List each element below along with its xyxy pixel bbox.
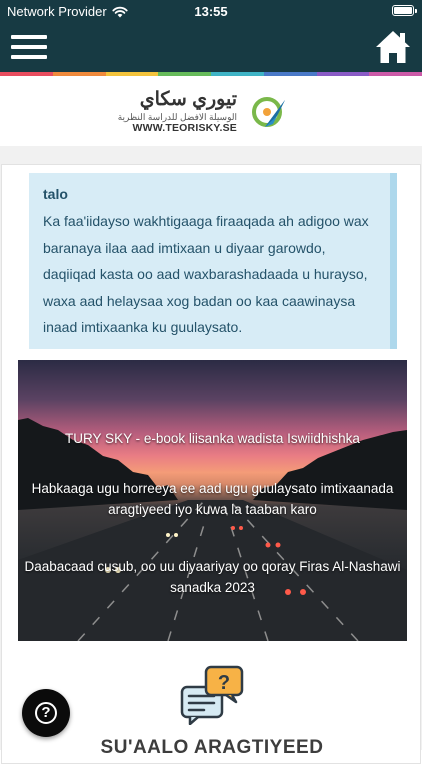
- logo-subtitle: الوسيلة الافضل للدراسة النظرية: [117, 112, 237, 122]
- ebook-banner[interactable]: [18, 360, 407, 641]
- tip-text: Ka faa'iidayso wakhtigaaga firaaqada ah adigoo wax baranaya ilaa aad imtixaan u diyaar garowdo, daqiiqad kasta oo aad waxbarashadaada u hurayso, waxa aad helaysaa xog badan oo kaa caawinaysa inaad imtixaanka ku guulaysato.: [43, 213, 369, 335]
- hamburger-menu-icon[interactable]: [11, 34, 47, 60]
- content-card: [1, 164, 421, 764]
- banner-subtitle: Habkaaga ugu horreeya ee aad ugu guulaysato imtixaanada aragtiyeed iyo kuwa la taaban karo: [31, 481, 394, 517]
- tip-title: talo: [43, 186, 68, 202]
- home-icon[interactable]: [375, 29, 411, 65]
- tip-box: [29, 173, 397, 349]
- logo-header: [0, 76, 422, 146]
- top-navbar: [0, 22, 422, 72]
- logo-mark-icon: [251, 94, 287, 130]
- content-area: [0, 146, 422, 758]
- carrier-name: Network Provider: [7, 4, 107, 19]
- status-bar: [0, 0, 422, 22]
- question-mark-icon: ?: [35, 702, 57, 724]
- clock: 13:55: [194, 4, 228, 19]
- logo-url: WWW.TEORISKY.SE: [132, 122, 237, 134]
- site-logo[interactable]: [117, 88, 295, 136]
- logo-title: تيوري سكاي: [139, 89, 237, 110]
- svg-text:?: ?: [217, 672, 231, 694]
- chat-question-icon: [180, 665, 246, 725]
- questions-heading: SU'AALO ARAGTIYEED: [100, 737, 324, 758]
- banner-credit: Daabacaad cusub, oo uu diyaariyay oo qoray Firas Al-Nashawi sanadka 2023: [24, 559, 401, 595]
- banner-title: TURY SKY - e-book liisanka wadista Iswiidhishka: [65, 431, 360, 446]
- help-button[interactable]: [22, 689, 70, 737]
- battery-icon: [392, 5, 414, 16]
